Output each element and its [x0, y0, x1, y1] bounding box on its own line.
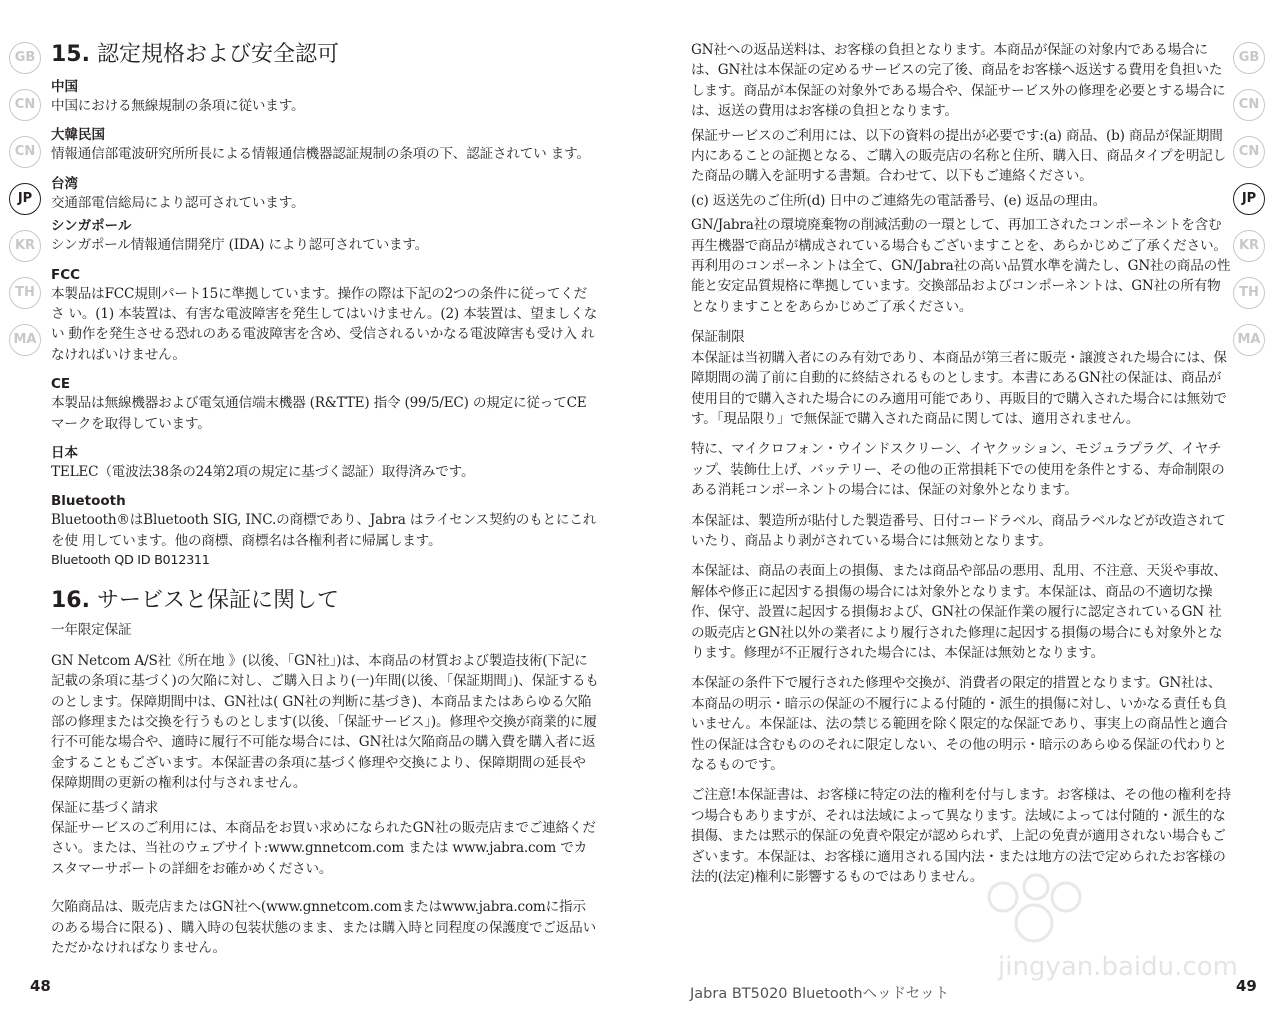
text-japan: TELEC（電波法38条の24第2項の規定に基づく認証）取得済みです。	[51, 464, 475, 481]
heading-taiwan: 台湾	[51, 175, 78, 192]
right-column	[691, 40, 1231, 887]
text-singapore: シンガポール情報通信開発庁 (IDA) により認可されています。	[51, 237, 429, 254]
text-china: 中国における無線規制の条項に従います。	[51, 98, 305, 114]
section-15-title: 15. 認定規格および安全認可	[51, 42, 339, 67]
lang-tab-jp-active[interactable]: JP	[1233, 183, 1265, 215]
lang-tab-ma[interactable]: MA	[9, 324, 41, 356]
limit-paragraph-3: 本保証は、製造所が貼付した製造番号、日付コードラベル、商品ラベルなどが改造されていたり、商品より剥がされている場合には無効となります。	[691, 512, 1226, 549]
lang-tab-kr[interactable]: KR	[9, 230, 41, 262]
left-column	[51, 38, 599, 958]
lang-tab-jp-active[interactable]: JP	[9, 183, 41, 215]
lang-tab-kr[interactable]: KR	[1233, 230, 1265, 262]
page-number-right: 49	[1236, 977, 1257, 995]
text-taiwan: 交通部電信総局により認可されています。	[51, 194, 305, 211]
limits-heading: 保証制限	[691, 329, 745, 346]
return-paragraph: 欠陥商品は、販売店またはGN社へ(www.gnnetcom.comまたはwww.jabra.comに指示のある場合に限る) 、購入時の包装状態のまま、または購入時と同程度の保護度でご返品いただかなければなりません。	[51, 899, 596, 956]
lang-tab-th[interactable]: TH	[1233, 277, 1265, 309]
return-info-paragraph: (c) 返送先のご住所(d) 日中のご連絡先の電話番号、(e) 返品の理由。	[691, 192, 1106, 209]
heading-china: 中国	[51, 79, 78, 95]
footer-product-name: Jabra BT5020 Bluetoothヘッドセット	[690, 986, 950, 1002]
claims-paragraph: 保証サービスのご利用には、本商品をお買い求めになられたGN社の販売店までご連絡ください。または、当社のウェブサイト:www.gnnetcom.com または www.jabra.com でカスタマーサポートの詳細をお確かめください。	[51, 819, 596, 877]
lang-tab-gb[interactable]: GB	[1233, 42, 1265, 74]
heading-singapore: シンガポール	[51, 218, 132, 235]
heading-fcc: FCC	[51, 266, 81, 283]
heading-bluetooth: Bluetooth	[51, 493, 126, 510]
page-number-left: 48	[30, 977, 51, 995]
lang-tab-cn[interactable]: CN	[1233, 89, 1265, 121]
text-ce: 本製品は無線機器および電気通信端末機器 (R&TTE) 指令 (99/5/EC) の規定に従ってCE マークを取得しています。	[51, 395, 587, 432]
limit-paragraph-5: 本保証の条件下で履行された修理や交換が、消費者の限定的措置となります。GN社は、本商品の明示・暗示の保証の不履行による付随的・派生的損傷に対し、いかなる責任も負いません。本保証は、法の禁じる範囲を除く限定的な保証であり、事実上の商品性と適合性の保証は含むもののそれに限定しない、その他の明示・暗示のあらゆる保証の代わりとなるものです。	[691, 675, 1228, 773]
shipping-paragraph: GN社への返品送料は、お客様の負担となります。本商品が保証の対象内である場合には、GN社は本保証の定めるサービスの完了後、商品をお客様へ返送する費用を負担いたします。商品が本保証の対象外である場合や、保証サービス外の修理を必要とする場合には、返送の費用はお客様の負担となります。	[691, 42, 1226, 120]
lang-tab-cn-2[interactable]: CN	[1233, 136, 1265, 168]
text-fcc: 本製品はFCC規則パート15に準拠しています。操作の際は下記の2つの条件に従ってくださ い。(1) 本装置は、有害な電波障害を発生してはいけません。(2) 本装置は、望ましくない 動作を発生させる恐れのある電波障害を含め、受信されるいかなる電波障害も受け入 れなければいけません。	[51, 285, 598, 363]
limit-paragraph-1: 本保証は当初購入者にのみ有効であり、本商品が第三者に販売・譲渡された場合には、保障期間の満了前に自動的に終結されるものとします。本書にあるGN社の保証は、商品が使用目的で購入された場合にのみ適用可能であり、再販目的で購入された場合には無効です。「現品限り」で無保証で購入された商品に関しては、適用されません。	[691, 349, 1227, 427]
recycling-paragraph: GN/Jabra社の環境廃棄物の削減活動の一環として、再加工されたコンポーネントを含む再生機器で商品が構成されている場合もございますことを、あらかじめご了承ください。再利用のコンポーネントは全て、GN/Jabra社の高い品質水準を満たし、GN社の商品の性能と安定品質規格に準拠しています。交換部品およびコンポーネントは、GN社の所有物となりますことをあらかじめご了承ください。	[691, 217, 1231, 315]
lang-tab-th[interactable]: TH	[9, 277, 41, 309]
claims-heading: 保証に基づく請求	[51, 799, 159, 816]
limit-paragraph-4: 本保証は、商品の表面上の損傷、または商品や部品の悪用、乱用、不注意、天災や事故、解体や修正に起因する損傷の場合には対象外となります。本保証は、商品の不適切な操作、保守、設置に起因する損傷および、GN社の保証作業の履行に認定されているGN 社の販売店とGN社以外の業者により履行された修理に起因する損傷の場合にも対象外となります。修理が不正履行された場合には、本保証は無効となります。	[691, 563, 1227, 661]
right-page	[640, 0, 1280, 1029]
limit-paragraph-2: 特に、マイクロフォン・ウインドスクリーン、イヤクッション、モジュラプラグ、イヤチップ、装飾仕上げ、バッテリー、その他の正常損耗下での使用を条件とする、寿命制限のある消耗コンポーネントの場合には、保証の対象外となります。	[691, 441, 1225, 499]
limit-paragraph-6: ご注意!本保証書は、お客様に特定の法的権利を付与します。お客様は、その他の権利を持つ場合もありますが、それは法域によって異なります。法域によっては付随的・派生的な損傷、または黙示的保証の免責や限定が認められず、上記の免責が適用されない場合もございます。本保証は、お客様に適用される国内法・または地方の法で定められたお客様の法的(法定)権利に影響するものではありません。	[691, 787, 1231, 886]
heading-japan: 日本	[51, 445, 78, 462]
section-16-title: 16. サービスと保証に関して	[51, 588, 339, 614]
heading-korea: 大韓民国	[51, 127, 105, 144]
documents-paragraph: 保証サービスのご利用には、以下の資料の提出が必要です:(a) 商品、(b) 商品が保証期間内にあることの証拠となる、ご購入の販売店の名称と住所、購入日、商品タイプを明記した商品の購入を証明する書類。合わせて、以下もご連絡ください。	[691, 127, 1227, 185]
svg-text:jingyan.baidu.com: jingyan.baidu.com	[998, 952, 1238, 982]
language-tabs-left	[9, 42, 43, 371]
lang-tab-ma[interactable]: MA	[1233, 324, 1265, 356]
language-tabs-right	[1233, 42, 1267, 371]
warranty-paragraph: GN Netcom A/S社《所在地 》(以後、「GN社」)は、本商品の材質および製造技術(下記に記載の条項に基づく)の欠陥に対し、ご購入日より(一)年間(以後、「保証期間」)、保証するものとします。保障期間中は、GN社は( GN社の判断に基づき)、本商品またはあらゆる欠陥部の修理または交換を行うものとします(以後、「保証サービス」)。修理や交換が商業的に履行不可能な場合や、適時に履行不可能な場合には、GN社は欠陥商品の購入費を購入者に返金することもございます。本保証書の条項に基づく修理や交換により、保障期間の延長や保障期間の更新の権利は付与されません。	[51, 652, 599, 792]
lang-tab-gb[interactable]: GB	[9, 42, 41, 74]
lang-tab-cn[interactable]: CN	[9, 89, 41, 121]
bluetooth-qd-id: Bluetooth QD ID B012311	[51, 553, 210, 569]
limited-warranty-subtitle: 一年限定保証	[51, 622, 132, 639]
text-bluetooth: Bluetooth®はBluetooth SIG, INC.の商標であり、Jabra はライセンス契約のもとにこれを使 用しています。他の商標、商標名は各権利者に帰属します。	[51, 512, 597, 549]
text-korea: 情報通信部電波研究所所長による情報通信機器認証規制の条項の下、認証されてい ます。	[51, 146, 590, 163]
heading-ce: CE	[51, 376, 71, 393]
lang-tab-cn-2[interactable]: CN	[9, 136, 41, 168]
